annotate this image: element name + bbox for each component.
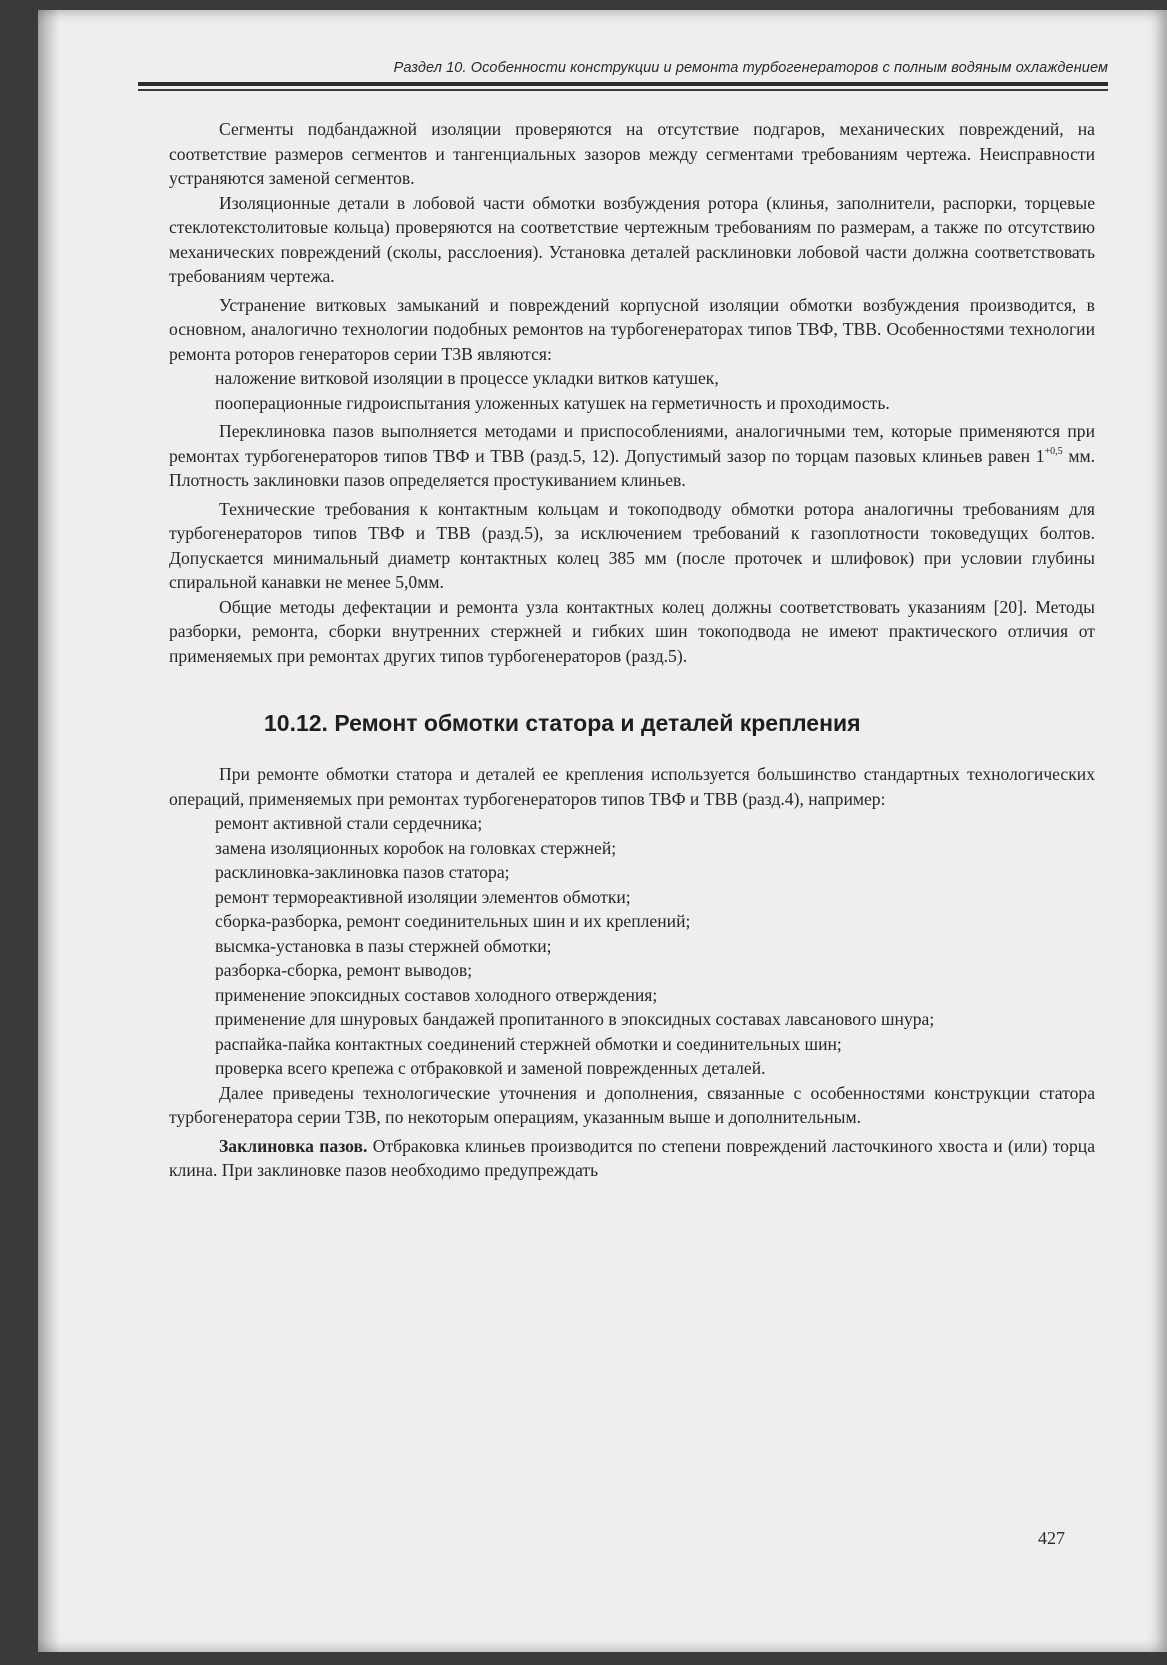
list-item: расклиновка-заклиновка пазов статора;: [215, 862, 510, 882]
paragraph-turn-faults: Устранение витковых замыканий и повреждений корпусной изоляции обмотки возбуждения производится, в основном, аналогично технологии подобных ремонтов на турбогенераторах типов ТВФ, ТВВ. Особенностями технологии ремонта роторов генераторов серии Т3В являются:: [169, 294, 1095, 364]
list-item: применение эпоксидных составов холодного отверждения;: [215, 984, 658, 1005]
paragraph-rewedging: [169, 419, 1095, 493]
running-title: Раздел 10. Особенности конструкции и ремонта турбогенераторов с полным водяным охлаждением: [393, 60, 1108, 76]
header-rule-thin: [138, 89, 1108, 91]
page-number: 427: [1038, 1528, 1065, 1548]
book-page: [38, 10, 1167, 1652]
list-item: сборка-разборка, ремонт соединительных шин и их креплений;: [215, 911, 691, 931]
rewedging-text: Переклиновка пазов выполняется методами и приспособлениями, аналогичными тем, которые применяются при ремонтах турбогенераторов типов ТВФ и ТВВ (разд.5, 12). Допустимый зазор по торцам пазовых клиньев равен 1: [169, 421, 1095, 466]
list-item: наложение витковой изоляции в процессе укладки витков катушек,: [215, 368, 719, 388]
run-in-heading: Заклиновка пазов.: [219, 1135, 368, 1156]
running-header: [138, 60, 1108, 114]
list-item: высмка-установка в пазы стержней обмотки;: [215, 935, 552, 956]
section-heading: 10.12. Ремонт обмотки статора и деталей крепления: [264, 710, 861, 736]
paragraph-further: Далее приведены технологические уточнения и дополнения, связанные с особенностями конструкции статора турбогенератора серии Т3В, по некоторым операциям, указанным выше и дополнительным.: [169, 1082, 1095, 1127]
paragraph-stator-intro: При ремонте обмотки статора и деталей ее крепления используется большинство стандартных технологических операций, применяемых при ремонтах турбогенераторов типов ТВФ и ТВВ (разд.4), например:: [169, 764, 1095, 809]
list-item: ремонт термореактивной изоляции элементов обмотки;: [215, 886, 631, 907]
paragraph-bandage-insulation: Сегменты подбандажной изоляции проверяются на отсутствие подгаров, механических повреждений, на соответствие размеров сегментов и тангенциальных зазоров между сегментами требованиям чертежа. Неисправности устраняются заменой сегментов.: [169, 119, 1095, 188]
list-item: проверка всего крепежа с отбраковкой и заменой поврежденных деталей.: [215, 1058, 766, 1078]
rewedging-text-end: мм. Плотность заклиновки пазов определяется простукиванием клиньев.: [169, 445, 1095, 490]
page-body: [169, 117, 1095, 1183]
list-item: распайка-пайка контактных соединений стержней обмотки и соединительных шин;: [215, 1033, 842, 1054]
paragraph-defect-methods: Общие методы дефектации и ремонта узла контактных колец должны соответствовать указаниям [20]. Методы разборки, ремонта, сборки внутренних стержней и гибких шин токоподвода не имеют практического отличия от применяемых при ремонтах других типов турбогенераторов (разд.5).: [169, 596, 1095, 666]
list-item: применение для шнуровых бандажей пропитанного в эпоксидных составах лавсанового шнура;: [215, 1009, 935, 1029]
list-item: пооперационные гидроиспытания уложенных катушек на герметичность и проходимость.: [215, 392, 890, 413]
slot-wedging-text: Отбраковка клиньев производится по степени повреждений ласточкиного хвоста и (или) торца клина. При заклиновке пазов необходимо предупреждать: [169, 1135, 1095, 1180]
list-item: разборка-сборка, ремонт выводов;: [215, 960, 473, 980]
paragraph-slip-rings: Технические требования к контактным кольцам и токоподводу обмотки ротора аналогичны требованиям для турбогенераторов типов ТВФ и ТВВ (разд.5), за исключением требований к газоплотности токоведущих болтов. Допускается минимальный диаметр контактных колец 385 мм (после проточек и шлифовок) при условии глубины спиральной канавки не менее 5,0мм.: [169, 498, 1095, 592]
header-rule-thick: [138, 82, 1108, 86]
list-item: замена изоляционных коробок на головках стержней;: [215, 837, 617, 858]
paragraph-insulation-parts: Изоляционные детали в лобовой части обмотки возбуждения ротора (клинья, заполнители, распорки, торцевые стеклотекстолитовые кольца) проверяются на соответствие чертежным требованиям по размерам, а также по отсутствию механических повреждений (сколы, расслоения). Установка деталей расклиновки лобовой части должна соответствовать требованиям чертежа.: [169, 192, 1095, 286]
paragraph-slot-wedging: [169, 1134, 1095, 1183]
list-item: ремонт активной стали сердечника;: [215, 813, 483, 833]
tolerance-superscript: +0,5: [1044, 445, 1063, 457]
